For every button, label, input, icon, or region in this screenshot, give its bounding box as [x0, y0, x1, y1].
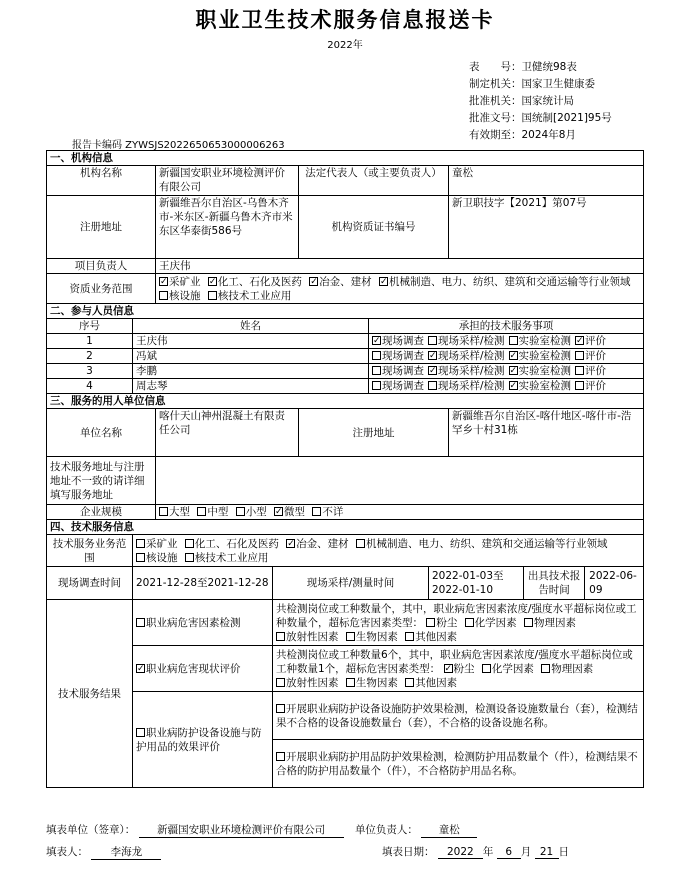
staff-no: 1 [47, 334, 133, 349]
checkbox[interactable] [405, 632, 414, 641]
scope-options [156, 274, 644, 304]
unit-head-label: 单位负责人： [354, 824, 418, 836]
size-label: 企业规模 [47, 505, 156, 520]
staff-name[interactable]: 冯斌 [133, 349, 369, 364]
service-item: 现场调查 [372, 365, 424, 377]
service-item: 现场调查 [372, 380, 424, 392]
cert-label: 机构资质证书编号 [299, 196, 449, 259]
checkbox[interactable] [286, 539, 295, 548]
checkbox[interactable] [575, 366, 584, 375]
r3a-result: 开展职业病防护设备设施防护效果检测，检测设备设施数量台（套），检测结果不合格的设备设施数量台（套），不合格的设备设施名称。 [273, 692, 644, 740]
factor-option: 化学因素 [465, 617, 517, 629]
field-option: 化工、石化及医药 [185, 538, 279, 550]
r1-result: 共检测岗位或工种数量个，其中，职业病危害因素浓度/强度水平超标岗位或工种数量个，超标危害因素类型： 粉尘 化学因素 物理因素 放射性因素 生物因素 其他因素 [273, 600, 644, 646]
staff-items [369, 364, 644, 379]
diff-addr[interactable] [156, 457, 644, 505]
size-option: 中型 [197, 506, 228, 518]
staff-row [47, 334, 644, 349]
staff-items [369, 334, 644, 349]
scope-label: 资质业务范围 [47, 274, 156, 304]
factor-option: 物理因素 [541, 663, 593, 675]
checkbox[interactable] [185, 553, 194, 562]
service-item: 评价 [575, 350, 606, 362]
col-no-header: 序号 [47, 319, 133, 334]
checkbox[interactable] [372, 351, 381, 360]
section-heading: 三、服务的用人单位信息 [47, 394, 644, 409]
checkbox[interactable] [309, 277, 318, 286]
r1-label: 职业病危害因素检测 [146, 616, 241, 629]
checkbox[interactable] [346, 632, 355, 641]
factor-option: 物理因素 [524, 617, 576, 629]
meta-item: 批准文号：国统制[2021]95号 [469, 112, 612, 124]
month-char: 月 [520, 846, 532, 858]
size-option: 大型 [159, 506, 190, 518]
service-item: 评价 [575, 365, 606, 377]
size-options [156, 505, 644, 520]
checkbox[interactable] [197, 507, 206, 516]
sampling-time[interactable]: 2022-01-03至2022-01-10 [429, 567, 524, 600]
field-options [133, 535, 644, 567]
service-item: 评价 [575, 380, 606, 392]
factor-option: 生物因素 [346, 631, 398, 643]
staff-no: 2 [47, 349, 133, 364]
r3-label-cell [133, 692, 273, 788]
footer-date-line [382, 844, 569, 859]
survey-time[interactable]: 2021-12-28至2021-12-28 [133, 567, 273, 600]
staff-row [47, 379, 644, 394]
service-item: 现场调查 [372, 350, 424, 362]
checkbox[interactable] [575, 336, 584, 345]
checkbox[interactable] [276, 704, 285, 713]
scope-option: ✓ 机械制造、电力、纺织、建筑和交通运输等行业领域 [379, 276, 631, 288]
unit-addr[interactable]: 新疆维吾尔自治区-喀什地区-喀什市-浩罕乡十村31栋 [449, 409, 644, 457]
meta-item: 批准机关：国家统计局 [469, 95, 574, 107]
checkbox[interactable] [482, 664, 491, 673]
cert-no[interactable]: 新卫职技字【2021】第07号 [449, 196, 644, 259]
service-item: ✓ 现场采样/检测 [428, 350, 505, 362]
filler-unit[interactable]: 新疆国安职业环境检测评价有限公司 [139, 822, 344, 838]
checkbox[interactable] [428, 381, 437, 390]
unit-label: 单位名称 [47, 409, 156, 457]
report-form [46, 150, 644, 788]
checkbox[interactable] [465, 618, 474, 627]
field-option: 核设施 [136, 552, 178, 564]
field-label: 技术服务业务范围 [47, 535, 133, 567]
size-option: ✓ 微型 [274, 506, 305, 518]
checkbox[interactable] [312, 507, 321, 516]
checkbox[interactable] [136, 539, 145, 548]
size-option: 小型 [236, 506, 267, 518]
checkbox[interactable] [236, 507, 245, 516]
unit-addr-label: 注册地址 [299, 409, 449, 457]
checkbox[interactable] [509, 351, 518, 360]
result-label: 技术服务结果 [47, 600, 133, 788]
col-items-header: 承担的技术服务事项 [369, 319, 644, 334]
checkbox[interactable] [509, 381, 518, 390]
r3-label: 职业病防护设备设施与防护用品的效果评价 [136, 726, 262, 753]
checkbox[interactable] [208, 291, 217, 300]
service-item: ✓ 评价 [575, 335, 606, 347]
checkbox[interactable] [159, 291, 168, 300]
checkbox[interactable] [159, 507, 168, 516]
r1-label-cell [133, 600, 273, 646]
r2-label: 职业病危害现状评价 [146, 662, 241, 675]
scope-option: ✓ 冶金、建材 [309, 276, 372, 288]
card-number: 报告卡编码 ZYWSJS202265065300000626​3 [72, 140, 285, 151]
service-item: 现场采样/检测 [428, 335, 505, 347]
factor-option: 放射性因素 [276, 631, 339, 643]
section-heading: 四、技术服务信息 [47, 520, 644, 535]
pm-label: 项目负责人 [47, 259, 156, 274]
checkbox[interactable] [208, 277, 217, 286]
checkbox[interactable] [159, 277, 168, 286]
staff-name[interactable]: 王庆伟 [133, 334, 369, 349]
checkbox[interactable] [541, 664, 550, 673]
checkbox[interactable] [405, 678, 414, 687]
reg-addr[interactable]: 新疆维吾尔自治区-乌鲁木齐市-米东区-新疆乌鲁木齐市米东区华泰街586号 [156, 196, 299, 259]
factor-option: ✓ 粉尘 [444, 663, 475, 675]
day-char: 日 [558, 846, 570, 858]
checkbox[interactable] [428, 351, 437, 360]
factor-option: 生物因素 [346, 677, 398, 689]
service-item: ✓ 实验室检测 [509, 350, 572, 362]
scope-option: 核技术工业应用 [208, 290, 292, 302]
pm[interactable]: 王庆伟 [156, 259, 644, 274]
service-item: ✓ 现场采样/检测 [428, 365, 505, 377]
factor-option: 放射性因素 [276, 677, 339, 689]
checkbox[interactable] [185, 539, 194, 548]
date-day[interactable]: 21 [535, 846, 559, 859]
staff-no: 4 [47, 379, 133, 394]
checkbox[interactable] [276, 752, 285, 761]
checkbox[interactable] [276, 632, 285, 641]
unit-name[interactable]: 喀什天山神州混凝土有限责任公司 [156, 409, 299, 457]
meta-item: 表 号：卫健统98表 [469, 61, 577, 73]
meta-item: 制定机关：国家卫生健康委 [469, 78, 595, 90]
org-name[interactable]: 新疆国安职业环境检测评价有限公司 [156, 166, 299, 196]
checkbox[interactable] [274, 507, 283, 516]
legal-rep[interactable]: 童松 [449, 166, 644, 196]
checkbox[interactable] [372, 336, 381, 345]
checkbox[interactable] [426, 618, 435, 627]
checkbox[interactable] [372, 381, 381, 390]
factor-option: 化学因素 [482, 663, 534, 675]
r2-result: 共检测岗位或工种数量6个，其中，职业病危害因素浓度/强度水平超标岗位或工种数量1个，超标危害因素类型： ✓ 粉尘 化学因素 物理因素 放射性因素 生物因素 其他因素 [273, 646, 644, 692]
report-label: 出具技术报告时间 [524, 567, 585, 599]
field-option: 机械制造、电力、纺织、建筑和交通运输等行业领域 [356, 538, 608, 550]
footer-filler-line [46, 844, 161, 860]
service-item: 实验室检测 [509, 335, 572, 347]
footer-unit-line [46, 822, 477, 838]
checkbox[interactable] [575, 351, 584, 360]
form-year: 2022年 [327, 40, 363, 51]
checkbox[interactable] [136, 618, 145, 627]
diff-addr-label: 技术服务地址与注册地址不一致的请详细填写服务地址 [47, 457, 156, 505]
staff-name[interactable]: 李鹏 [133, 364, 369, 379]
checkbox[interactable] [524, 618, 533, 627]
checkbox[interactable] [509, 336, 518, 345]
checkbox[interactable] [444, 664, 453, 673]
checkbox[interactable] [379, 277, 388, 286]
checkbox[interactable] [276, 678, 285, 687]
scope-option: ✓采矿业 [159, 276, 201, 288]
service-item: 现场采样/检测 [428, 380, 505, 392]
factor-option: 其他因素 [405, 631, 457, 643]
unit-head[interactable]: 童松 [421, 822, 477, 838]
checkbox[interactable] [575, 381, 584, 390]
field-option: 采矿业 [136, 538, 178, 550]
checkbox[interactable] [136, 664, 145, 673]
checkbox[interactable] [136, 553, 145, 562]
col-name-header: 姓名 [133, 319, 369, 334]
checkbox[interactable] [372, 366, 381, 375]
r2-label-cell [133, 646, 273, 692]
report-cell [524, 567, 644, 600]
org-name-label: 机构名称 [47, 166, 156, 196]
checkbox[interactable] [136, 728, 145, 737]
scope-option: 核设施 [159, 290, 201, 302]
report-time[interactable]: 2022-06-09 [589, 570, 637, 596]
service-item: ✓ 现场调查 [372, 335, 424, 347]
checkbox[interactable] [428, 366, 437, 375]
scope-option: ✓ 化工、石化及医药 [208, 276, 302, 288]
staff-row [47, 364, 644, 379]
section-heading: 二、参与人员信息 [47, 304, 644, 319]
filler-label: 填表人： [46, 846, 88, 858]
meta-item: 有效期至：2024年8月 [469, 129, 576, 141]
service-item: ✓ 实验室检测 [509, 380, 572, 392]
staff-items [369, 379, 644, 394]
field-option: 核技术工业应用 [185, 552, 269, 564]
staff-no: 3 [47, 364, 133, 379]
staff-items [369, 349, 644, 364]
field-option: ✓ 冶金、建材 [286, 538, 349, 550]
reg-addr-label: 注册地址 [47, 196, 156, 259]
checkbox[interactable] [346, 678, 355, 687]
date-year[interactable]: 2022 [438, 846, 483, 859]
section-heading: 一、机构信息 [47, 151, 644, 166]
service-item: ✓ 实验室检测 [509, 365, 572, 377]
legal-rep-label: 法定代表人（或主要负责人） [299, 166, 449, 196]
staff-name[interactable]: 周志琴 [133, 379, 369, 394]
r3b-result: 开展职业病防护用品防护效果检测，检测防护用品数量个（件），检测结果不合格的防护用品数量个（件），不合格防护用品名称。 [273, 740, 644, 788]
checkbox[interactable] [509, 366, 518, 375]
size-option: 不详 [312, 506, 343, 518]
sampling-label: 现场采样/测量时间 [273, 567, 429, 600]
survey-label: 现场调查时间 [47, 567, 133, 600]
checkbox[interactable] [428, 336, 437, 345]
checkbox[interactable] [356, 539, 365, 548]
staff-row [47, 349, 644, 364]
date-month[interactable]: 6 [497, 846, 521, 859]
form-title: 职业卫生技术服务信息报送卡 [195, 8, 495, 32]
filler[interactable]: 李海龙 [91, 844, 161, 860]
factor-option: 粉尘 [426, 617, 457, 629]
date-label: 填表日期： [382, 846, 435, 858]
year-char: 年 [482, 846, 494, 858]
filler-unit-label: 填表单位（签章）： [46, 824, 136, 836]
factor-option: 其他因素 [405, 677, 457, 689]
